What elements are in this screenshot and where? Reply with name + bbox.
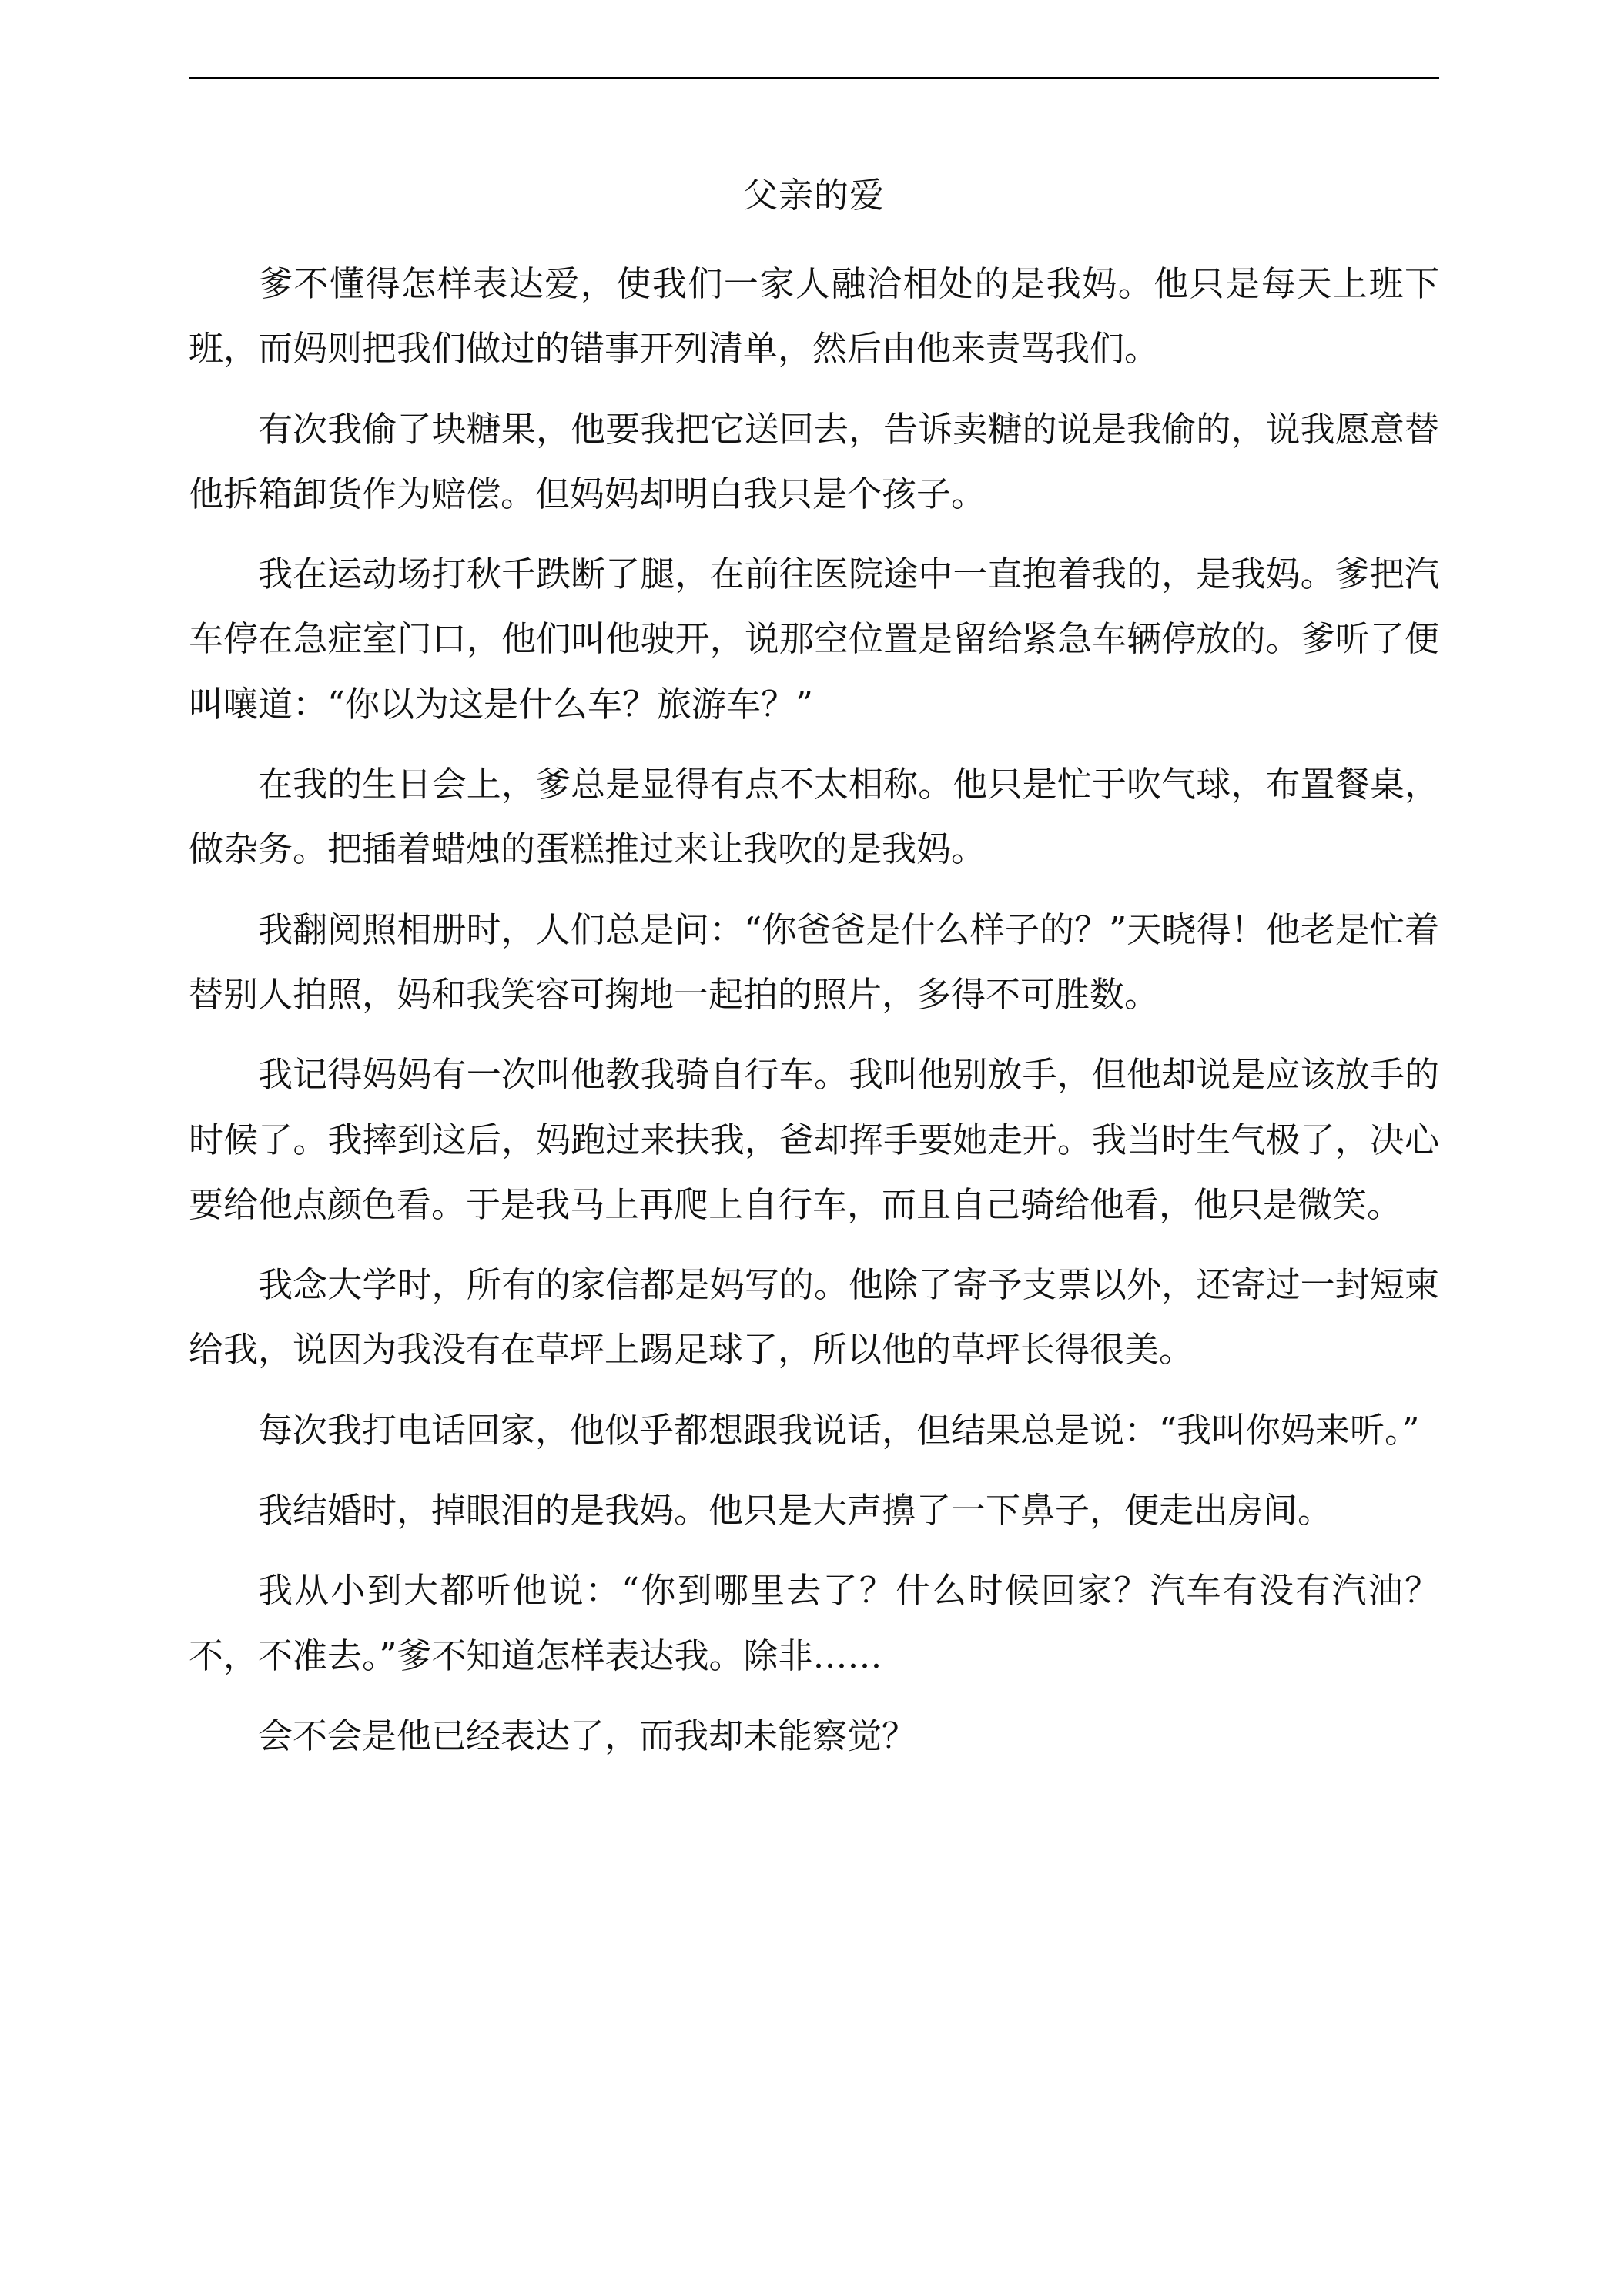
header-rule (189, 77, 1439, 79)
document-title: 父亲的爱 (742, 175, 885, 216)
paragraph-8: 每次我打电话回家，他似乎都想跟我说话，但结果总是说：“我叫你妈来听。” (258, 1409, 1420, 1451)
paragraph-3: 我在运动场打秋千跌断了腿，在前往医院途中一直抱着我的，是我妈。爹把汽车停在急症室门口，他们叫他驶开，说那空位置是留给紧急车辆停放的。爹听了便叫嚷道：“你以为这是什么车？旅游车？” (189, 554, 1439, 725)
paragraph-9: 我结婚时，掉眼泪的是我妈。他只是大声擤了一下鼻子，便走出房间。 (258, 1490, 1333, 1531)
paragraph-6: 我记得妈妈有一次叫他教我骑自行车。我叫他别放手，但他却说是应该放手的时候了。我摔到这后，妈跑过来扶我，爸却挥手要她走开。我当时生气极了，决心要给他点颜色看。于是我马上再爬上自行车，而且自己骑给他看，他只是微笑。 (189, 1054, 1439, 1225)
paragraph-4: 在我的生日会上，爹总是显得有点不太相称。他只是忙于吹气球，布置餐桌，做杂务。把插着蜡烛的蛋糕推过来让我吹的是我妈。 (189, 764, 1439, 870)
paragraph-5: 我翻阅照相册时，人们总是问：“你爸爸是什么样子的？”天晓得！他老是忙着替别人拍照，妈和我笑容可掬地一起拍的照片，多得不可胜数。 (189, 909, 1439, 1015)
paragraph-2: 有次我偷了块糖果，他要我把它送回去，告诉卖糖的说是我偷的，说我愿意替他拆箱卸货作为赔偿。但妈妈却明白我只是个孩子。 (189, 408, 1439, 514)
paragraph-10: 我从小到大都听他说：“你到哪里去了？什么时候回家？汽车有没有汽油？不，不准去。”爹不知道怎样表达我。除非…… (189, 1570, 1439, 1676)
paragraph-7: 我念大学时，所有的家信都是妈写的。他除了寄予支票以外，还寄过一封短柬给我，说因为我没有在草坪上踢足球了，所以他的草坪长得很美。 (189, 1264, 1439, 1371)
document-body (189, 252, 1439, 1769)
paragraph-11: 会不会是他已经表达了，而我却未能察觉？ (258, 1715, 917, 1756)
paragraph-1: 爹不懂得怎样表达爱，使我们一家人融洽相处的是我妈。他只是每天上班下班，而妈则把我们做过的错事开列清单，然后由他来责骂我们。 (189, 263, 1439, 370)
